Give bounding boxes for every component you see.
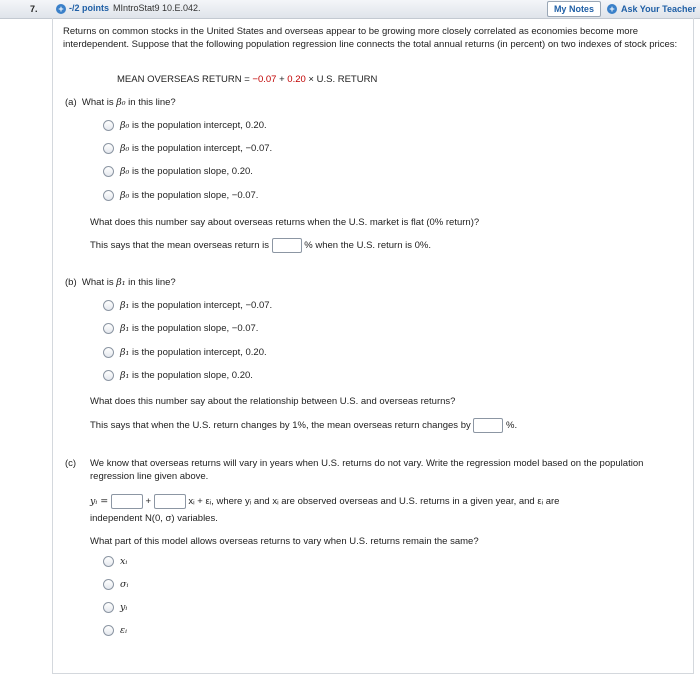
option-text: σᵢ <box>120 579 129 591</box>
part-c-label: (c) <box>65 458 77 469</box>
radio-button[interactable] <box>103 579 114 590</box>
model-slope-input[interactable] <box>154 494 186 509</box>
part-c-option[interactable] <box>103 579 128 590</box>
equation-rhs: × U.S. RETURN <box>305 74 378 85</box>
option-text: is the population slope, −0.07. <box>129 190 259 202</box>
source-label: MIntroStat9 10.E.042. <box>113 3 201 13</box>
part-c-option[interactable] <box>103 602 127 613</box>
ask-teacher-label: Ask Your Teacher <box>620 3 696 14</box>
option-text: yᵢ <box>120 602 128 614</box>
option-text: is the population slope, 0.20. <box>129 370 253 382</box>
points-info <box>56 3 201 14</box>
model-intercept-input[interactable] <box>111 494 143 509</box>
model-equation-row <box>90 494 559 509</box>
part-c-option[interactable] <box>103 625 127 636</box>
part-b-fill-row <box>90 418 517 433</box>
question-number: 7. <box>30 4 38 14</box>
option-text: is the population intercept, −0.07. <box>129 143 273 155</box>
part-b-option[interactable] <box>103 323 258 334</box>
option-symbol: β₁ <box>120 323 130 335</box>
option-symbol: β₁ <box>120 300 130 312</box>
part-a-q-post: in this line? <box>125 97 176 108</box>
radio-button[interactable] <box>103 347 114 358</box>
part-a-label: (a) <box>65 97 77 108</box>
my-notes-button[interactable]: My Notes <box>547 1 601 17</box>
part-c-text: We know that overseas returns will vary in years when U.S. returns do not vary. Write the regression model based on the population regression line given above. <box>90 458 644 482</box>
intro-text: Returns on common stocks in the United States and overseas appear to be growing more closely correlated as economies become more interdependent. Suppose that the following population regression line connects the total annual returns (in percent) on two indexes of stock prices: <box>63 26 678 50</box>
part-a-option[interactable] <box>103 143 272 154</box>
model-lhs: yᵢ = <box>90 496 109 508</box>
points-label: -/2 points <box>69 3 109 13</box>
part-a-q-sym: β₀ <box>116 97 126 108</box>
fill-post-text: %. <box>506 420 518 432</box>
radio-button[interactable] <box>103 143 114 154</box>
option-symbol: β₀ <box>120 120 130 132</box>
part-b-option[interactable] <box>103 300 272 311</box>
option-symbol: β₀ <box>120 143 130 155</box>
option-text: xᵢ <box>120 556 128 568</box>
equation-slope: 0.20 <box>287 74 306 85</box>
part-a-q-pre: What is <box>81 97 117 108</box>
part-a-option[interactable] <box>103 166 253 177</box>
part-b-label: (b) <box>65 277 77 288</box>
radio-button[interactable] <box>103 625 114 636</box>
slope-change-input[interactable] <box>473 418 503 433</box>
part-b-option[interactable] <box>103 347 267 358</box>
option-text: is the population slope, 0.20. <box>129 166 253 178</box>
radio-button[interactable] <box>103 120 114 131</box>
option-symbol: β₀ <box>120 166 130 178</box>
expand-plus-icon[interactable]: + <box>56 4 66 14</box>
part-c-question <box>63 457 683 483</box>
plus-icon: + <box>607 4 617 14</box>
header-tools <box>547 1 696 17</box>
option-symbol: β₁ <box>120 370 130 382</box>
part-a-option[interactable] <box>103 190 258 201</box>
mean-return-input[interactable] <box>272 238 302 253</box>
part-b-followup: What does this number say about the relationship between U.S. and overseas returns? <box>90 396 456 407</box>
ask-teacher-button[interactable] <box>607 4 696 15</box>
part-c-followup: What part of this model allows overseas returns to vary when U.S. returns remain the same? <box>90 536 479 547</box>
model-plus: + <box>145 496 152 508</box>
option-text: εᵢ <box>120 625 128 637</box>
question-header-bar <box>0 0 700 19</box>
part-a-fill-row <box>90 238 431 253</box>
option-symbol: β₀ <box>120 190 130 202</box>
part-b-question <box>65 277 176 288</box>
part-b-q-sym: β₁ <box>116 277 126 288</box>
radio-button[interactable] <box>103 300 114 311</box>
part-a-followup: What does this number say about overseas returns when the U.S. market is flat (0% return)? <box>90 217 480 228</box>
equation-intercept: −0.07 <box>252 74 277 85</box>
part-b-option[interactable] <box>103 370 253 381</box>
radio-button[interactable] <box>103 370 114 381</box>
part-c-option[interactable] <box>103 556 127 567</box>
radio-button[interactable] <box>103 556 114 567</box>
part-a-option[interactable] <box>103 120 267 131</box>
radio-button[interactable] <box>103 166 114 177</box>
radio-button[interactable] <box>103 602 114 613</box>
part-b-q-post: in this line? <box>125 277 176 288</box>
radio-button[interactable] <box>103 323 114 334</box>
question-content <box>52 18 694 674</box>
equation-lhs: MEAN OVERSEAS RETURN = <box>117 74 253 85</box>
option-text: is the population slope, −0.07. <box>129 323 259 335</box>
radio-button[interactable] <box>103 190 114 201</box>
option-text: is the population intercept, −0.07. <box>129 300 273 312</box>
option-text: is the population intercept, 0.20. <box>129 120 267 132</box>
model-line2: independent N(0, σ) variables. <box>90 513 218 524</box>
fill-pre-text: This says that when the U.S. return changes by 1%, the mean overseas return changes by <box>90 420 471 432</box>
option-text: is the population intercept, 0.20. <box>129 347 267 359</box>
part-b-q-pre: What is <box>81 277 117 288</box>
fill-pre-text: This says that the mean overseas return is <box>90 240 269 252</box>
equation-plus: + <box>276 74 288 85</box>
model-rest: xᵢ + εᵢ, where yᵢ and xᵢ are observed overseas and U.S. returns in a given year, and εᵢ are <box>188 496 560 508</box>
part-a-question <box>65 97 176 108</box>
regression-equation <box>117 74 377 85</box>
fill-post-text: % when the U.S. return is 0%. <box>304 240 432 252</box>
option-symbol: β₁ <box>120 347 130 359</box>
